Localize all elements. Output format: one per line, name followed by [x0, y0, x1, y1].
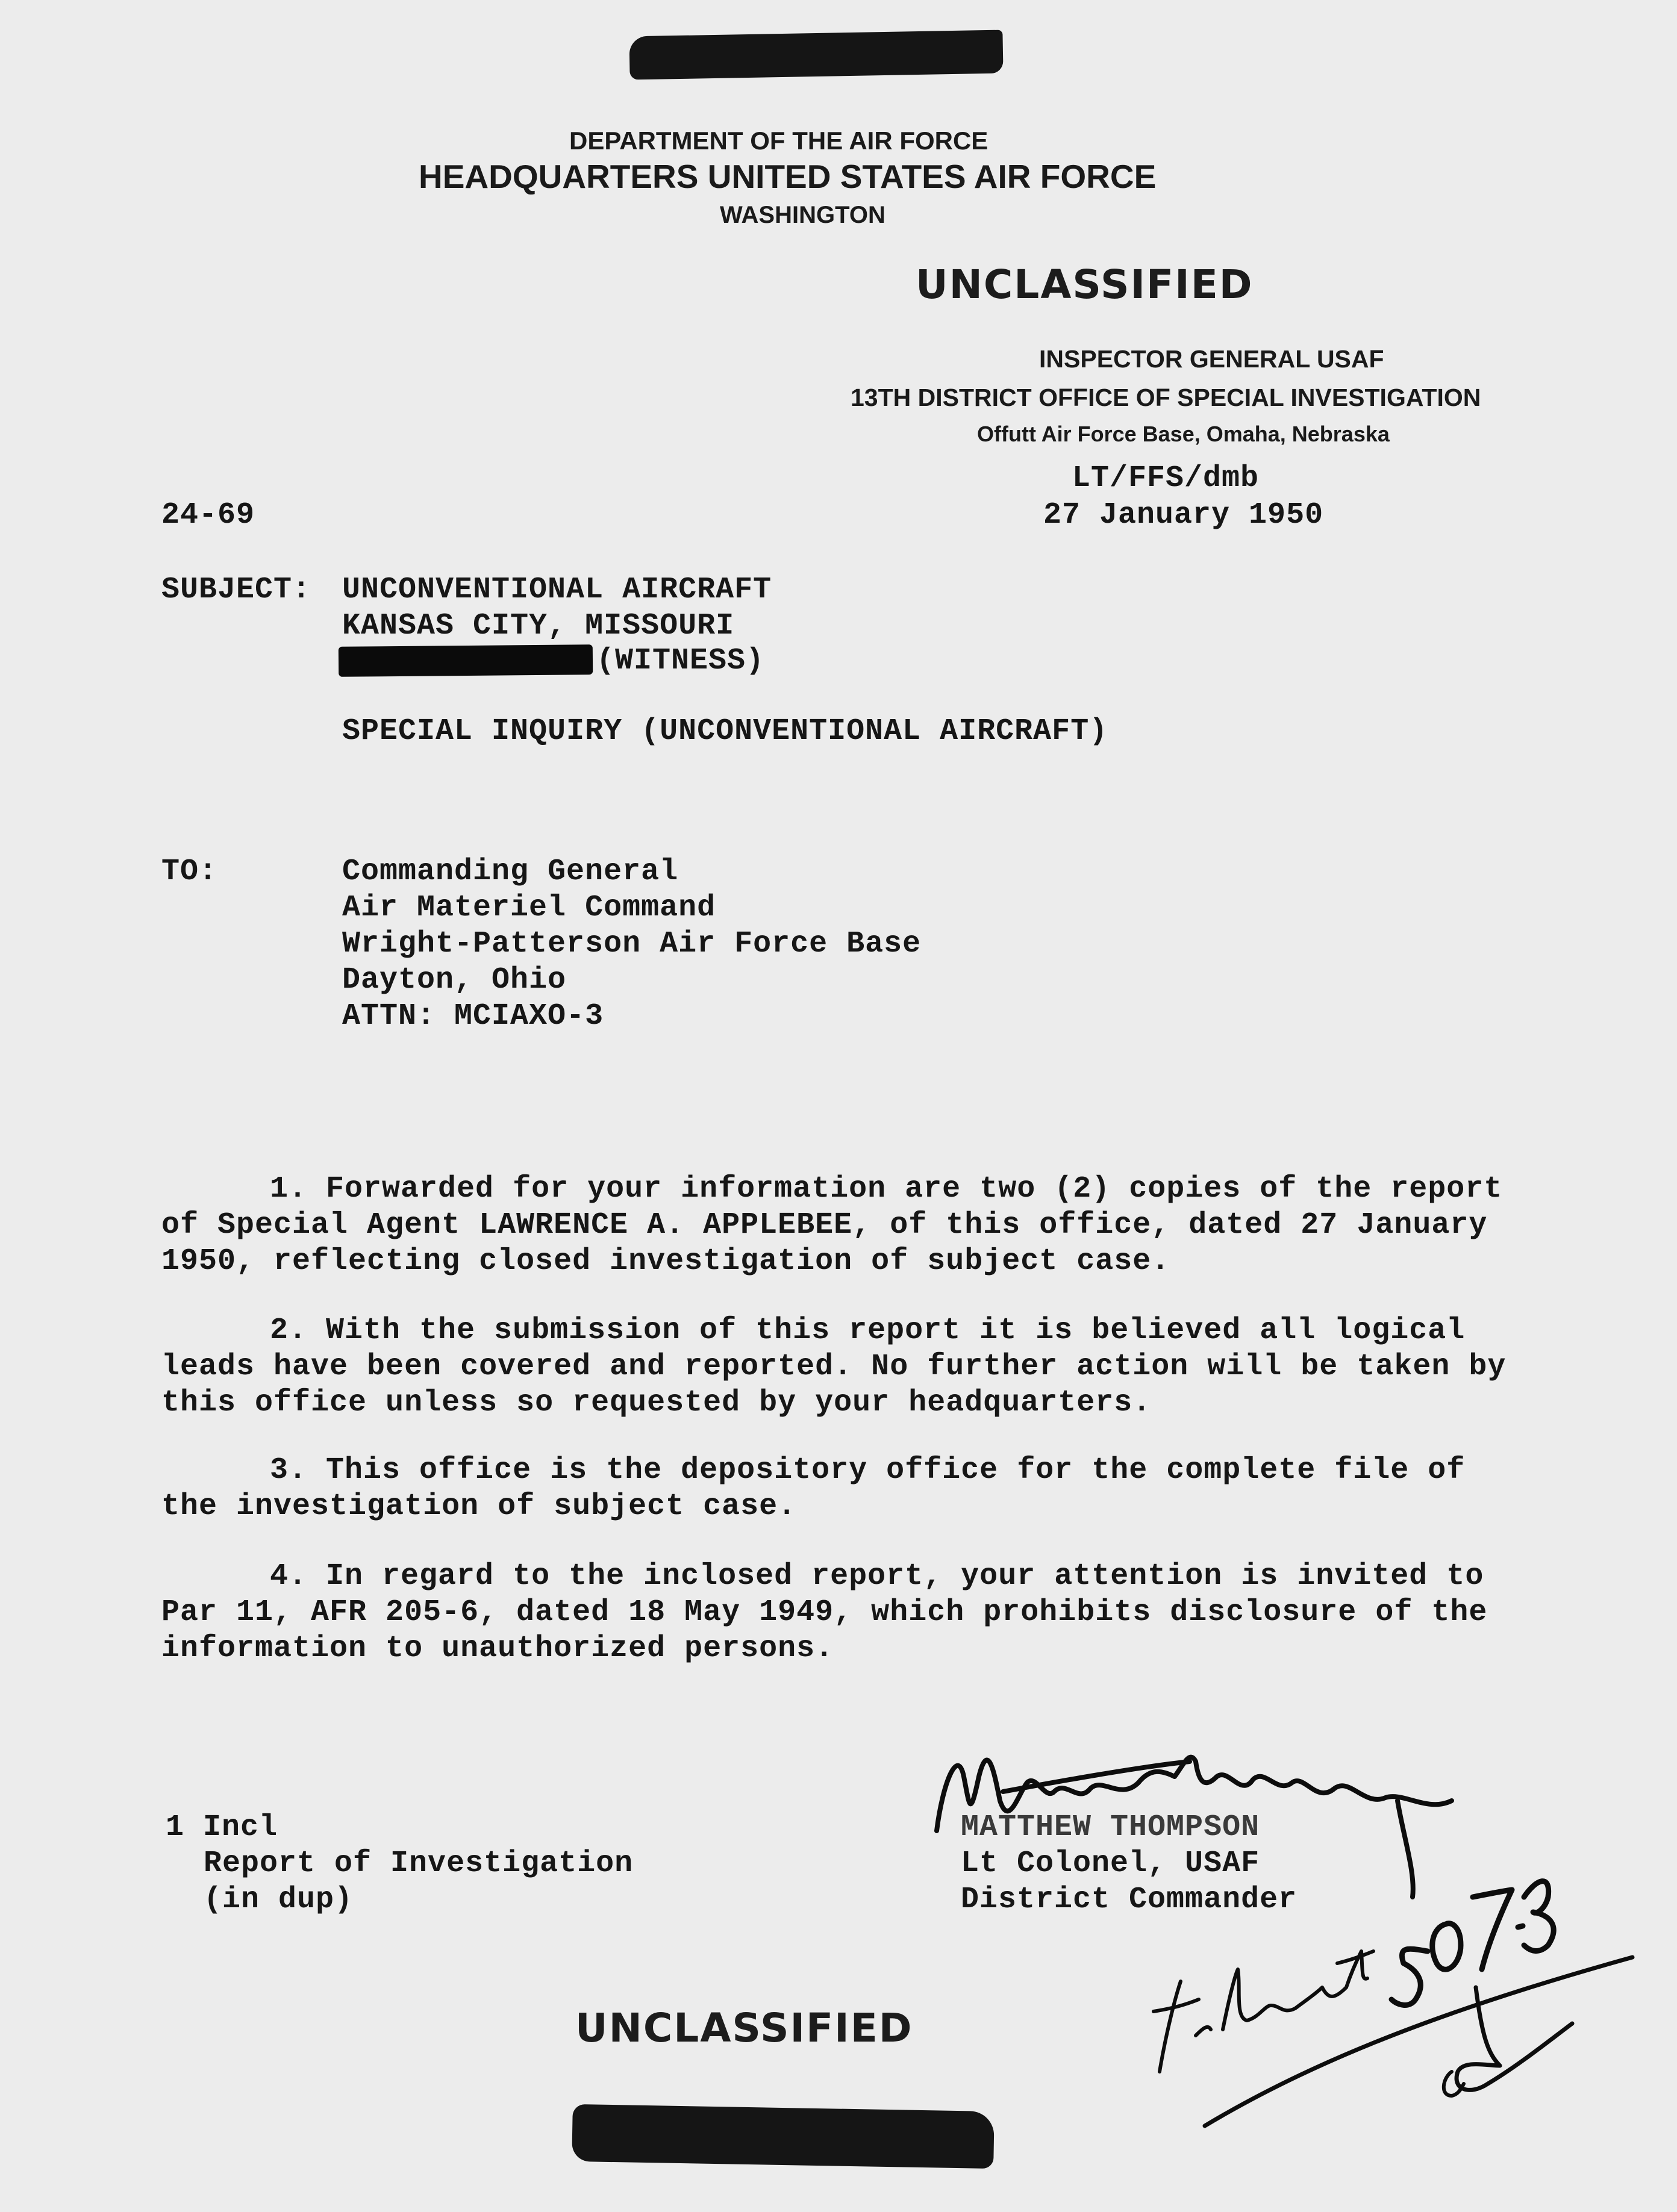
paragraph-4-line-1: 4. In regard to the inclosed report, your attention is invited to: [270, 1559, 1484, 1594]
to-line-4: Dayton, Ohio: [342, 963, 567, 997]
to-line-5: ATTN: MCIAXO-3: [342, 999, 604, 1033]
subject-line-1: UNCONVENTIONAL AIRCRAFT: [342, 573, 772, 607]
enclosure-note: (in dup): [204, 1883, 354, 1917]
paragraph-2-line-1: 2. With the submission of this report it is believed all logical: [270, 1313, 1466, 1348]
enclosure-title: Report of Investigation: [204, 1846, 634, 1881]
handwritten-check: [1457, 1987, 1572, 2090]
paragraph-4-line-3: information to unauthorized persons.: [161, 1631, 834, 1666]
paragraph-3-line-1: 3. This office is the depository office for the complete file of: [270, 1453, 1466, 1488]
enclosure-count: 1 Incl: [166, 1810, 278, 1845]
letterhead-department: DEPARTMENT OF THE AIR FORCE: [569, 126, 988, 155]
to-label: TO:: [161, 855, 218, 889]
letter-date: 27 January 1950: [1043, 498, 1324, 532]
paragraph-1-line-2: of Special Agent LAWRENCE A. APPLEBEE, of this office, dated 27 January: [161, 1208, 1488, 1242]
paragraph-1-line-3: 1950, reflecting closed investigation of subject case.: [161, 1244, 1170, 1279]
paragraph-2-line-3: this office unless so requested by your headquarters.: [161, 1386, 1152, 1420]
subject-line-4: SPECIAL INQUIRY (UNCONVENTIONAL AIRCRAFT): [342, 714, 1108, 749]
handwritten-file-note: [1154, 1951, 1373, 2072]
reference-initials: LT/FFS/dmb: [1072, 461, 1260, 496]
classification-stamp-top: UNCLASSIFIED: [916, 261, 1254, 308]
office-location: Offutt Air Force Base, Omaha, Nebraska: [977, 422, 1390, 446]
to-line-2: Air Materiel Command: [342, 891, 716, 925]
handwritten-signature: [937, 1757, 1452, 1897]
subject-line-3: (WITNESS): [596, 644, 765, 678]
office-district: 13TH DISTRICT OFFICE OF SPECIAL INVESTIGATION: [851, 384, 1481, 411]
subject-label: SUBJECT:: [161, 573, 311, 607]
signer-name: MATTHEW THOMPSON: [961, 1810, 1260, 1845]
paragraph-3-line-2: the investigation of subject case.: [161, 1489, 797, 1524]
classification-stamp-bottom: UNCLASSIFIED: [575, 2005, 913, 2051]
handwritten-initial: [1444, 2072, 1464, 2096]
file-number: 24-69: [161, 498, 255, 532]
signer-title: District Commander: [961, 1883, 1298, 1917]
paragraph-2-line-2: leads have been covered and reported. No further action will be taken by: [161, 1350, 1507, 1384]
to-line-1: Commanding General: [342, 855, 679, 889]
letterhead-headquarters: HEADQUARTERS UNITED STATES AIR FORCE: [419, 158, 1157, 195]
signer-rank: Lt Colonel, USAF: [961, 1846, 1260, 1881]
letterhead-city: WASHINGTON: [720, 202, 885, 228]
office-inspector-general: INSPECTOR GENERAL USAF: [1039, 345, 1384, 373]
paragraph-4-line-2: Par 11, AFR 205-6, dated 18 May 1949, which prohibits disclosure of the: [161, 1595, 1488, 1630]
to-line-3: Wright-Patterson Air Force Base: [342, 927, 922, 961]
paragraph-1-line-1: 1. Forwarded for your information are two (2) copies of the report: [270, 1172, 1503, 1206]
subject-line-2: KANSAS CITY, MISSOURI: [342, 609, 735, 643]
